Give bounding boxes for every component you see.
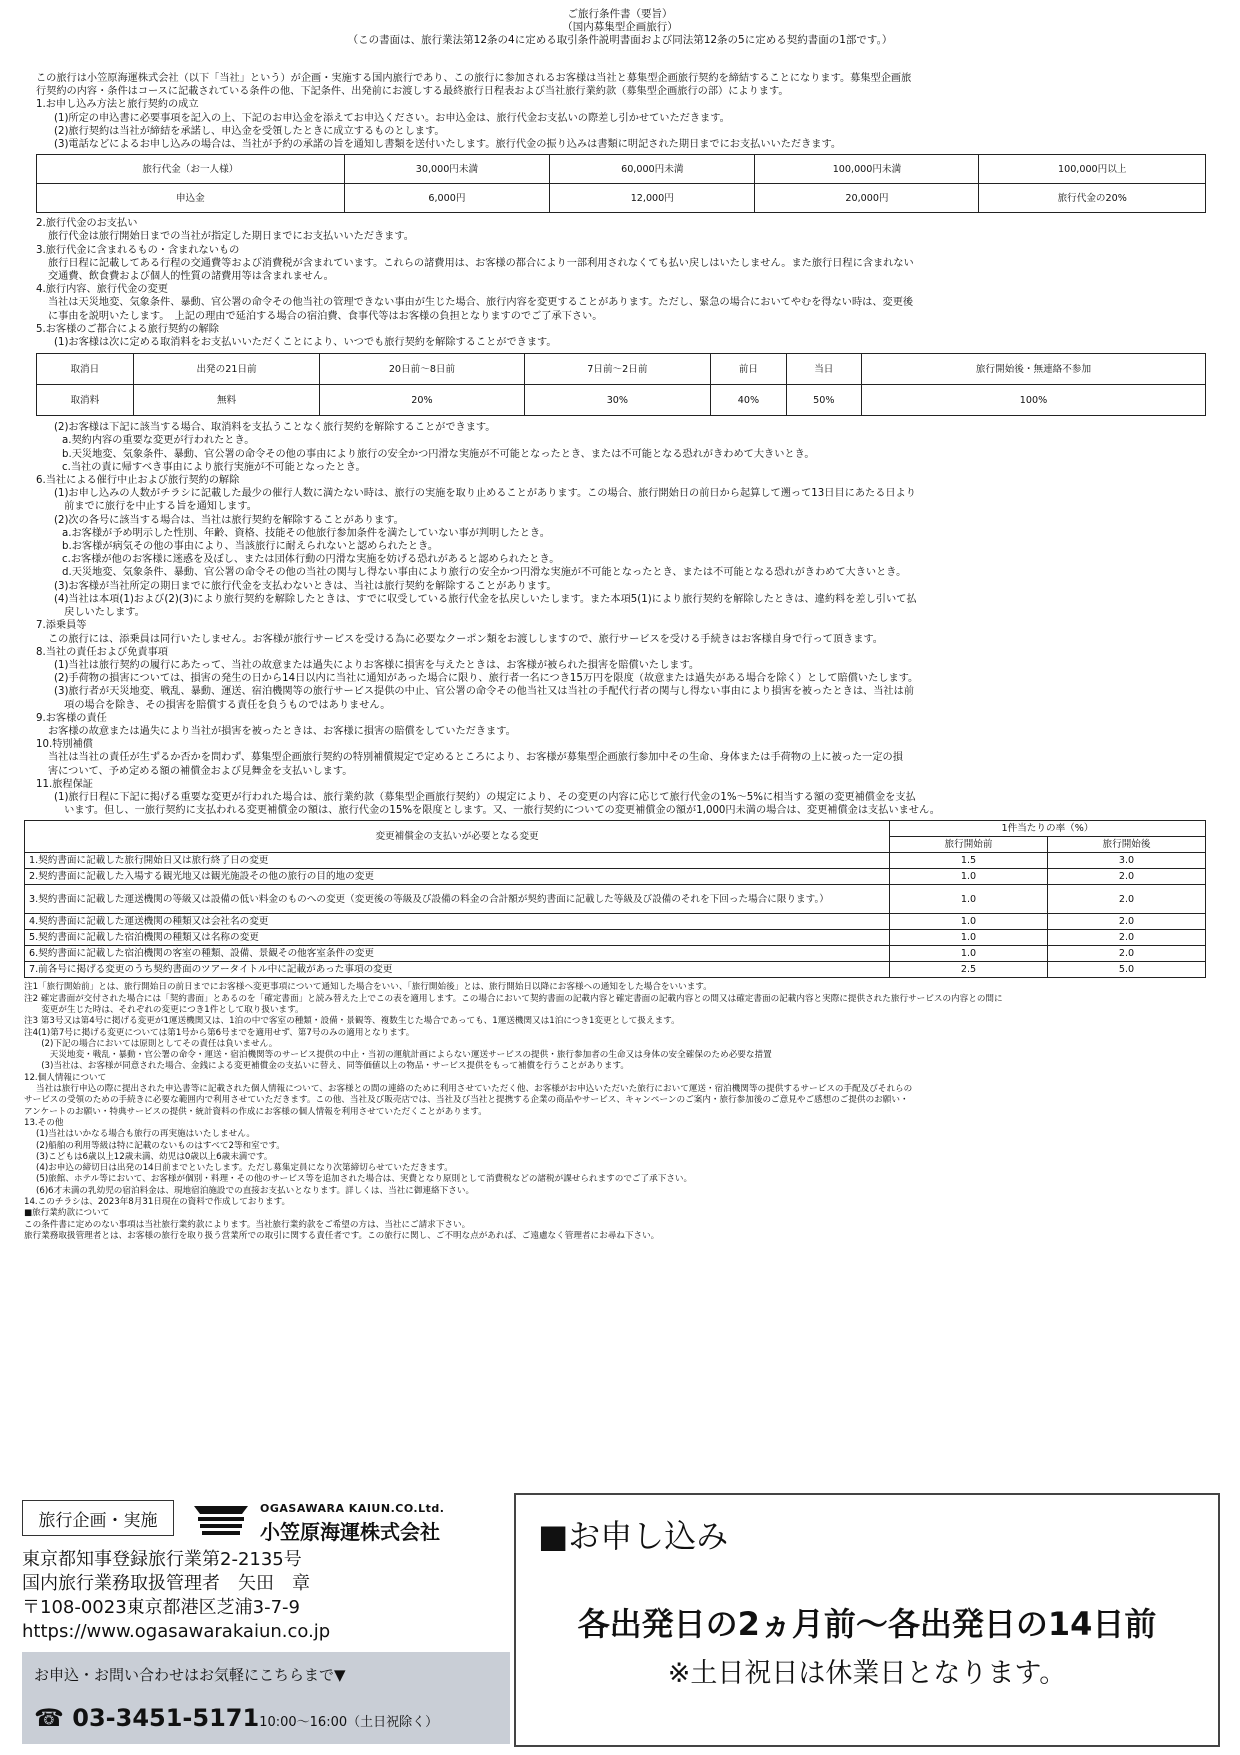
intro-line: この旅行は小笠原海運株式会社（以下「当社」という）が企画・実施する国内旅行であり、この旅行に参加されるお客様は当社と募集型企画旅行契約を締結することになります。募集型企画旅 <box>36 73 912 84</box>
section-item: 戻しいたします。 <box>54 607 145 619</box>
section-title: 3.旅行代金に含まれるもの・含まれないもの <box>36 244 240 256</box>
document-subtitle: （国内募集型企画旅行） <box>562 21 678 33</box>
section-title: 4.旅行内容、旅行代金の変更 <box>36 284 168 296</box>
table-cell: 1.5 <box>890 853 1048 869</box>
company-info <box>22 1500 510 1745</box>
section-item: 項の場合を除き、その損害を賠償する責任を負うものではありません。 <box>54 699 391 711</box>
section-body: この旅行には、添乗員は同行いたしません。お客様が旅行サービスを受ける為に必要なクーポン類をお渡ししますので、旅行サービスを受ける手続きはお客様自身で行って頂きます。 <box>48 633 883 645</box>
table-row <box>25 853 1206 869</box>
section-item: (5)旅館、ホテル等において、お客様が個別・料理・その他のサービス等を追加された場合は、実費となり原則として消費税などの諸税が課せられますのでご了承下さい。 <box>36 1174 693 1185</box>
section-body: 当社は天災地変、気象条件、暴動、官公署の命令その他当社の管理できない事由が生じた場合、旅行内容を変更することがあります。ただし、緊急の場合においてやむを得ない時は、変更後 <box>48 297 914 309</box>
section-title: 9.お客様の責任 <box>36 712 107 724</box>
table-header-cell: 30,000円未満 <box>344 155 549 184</box>
section-title: 12.個人情報について <box>24 1072 107 1083</box>
table-header-cell: 100,000円未満 <box>755 155 979 184</box>
section-item: (3)お客様が当社所定の期日までに旅行代金を支払わないときは、当社は旅行契約を解除することがあります。 <box>54 580 557 592</box>
table-header-cell: 100,000円以上 <box>979 155 1206 184</box>
business-hours: 10:00～16:00（土日祝除く） <box>259 1715 439 1730</box>
table-header-cell: 7日前～2日前 <box>524 354 711 385</box>
contact-box <box>22 1652 510 1744</box>
document-header <box>0 8 1240 47</box>
section-body: に事由を説明いたします。 上記の理由で延泊する場合の宿泊費、食事代等はお客様の負担となりますのでご了承下さい。 <box>48 310 603 322</box>
section-item: (1)所定の申込書に必要事項を記入の上、下記のお申込金を添えてお申込ください。お申込金は、旅行代金お支払いの際差し引かせていただきます。 <box>54 112 730 124</box>
application-period: 各出発日の2ヵ月前～各出発日の14日前 <box>577 1605 1157 1643</box>
section-item: (2)お客様は下記に該当する場合、取消料を支払うことなく旅行契約を解除することができます。 <box>54 422 496 434</box>
section-body: 旅行日程に記載してある行程の交通費等および消費税が含まれています。これらの諸費用は、お客様の都合により一部利用されなくても払い戻しはいたしません。また旅行日程に含まれない <box>48 257 914 269</box>
closing-line: ■旅行業約款について <box>24 1208 110 1219</box>
section-body: 交通費、飲食費および個人的性質の諸費用等は含まれません。 <box>48 271 334 283</box>
table-cell: 取消料 <box>37 385 134 416</box>
note-line: 注4(1)第7号に掲げる変更については第1号から第6号までを適用せず、第7号のみの適用となります。 <box>24 1027 415 1038</box>
section-item: b.天災地変、気象条件、暴動、官公署の命令その他の事由により旅行の安全かつ円滑な実施が不可能となったとき、または不可能となる恐れがきわめて大きいとき。 <box>62 448 815 460</box>
company-name-ja: 小笠原海運株式会社 <box>260 1520 440 1544</box>
table-cell: 1.0 <box>890 869 1048 885</box>
table-header-cell: 20日前～8日前 <box>320 354 524 385</box>
compensation-table <box>24 820 1206 978</box>
table-cell: 無料 <box>133 385 320 416</box>
section-body: アンケートのお願い・特典サービスの提供・統計資料の作成にお客様の個人情報を利用させていただくことがあります。 <box>24 1106 487 1117</box>
table-cell: 2.0 <box>1048 885 1206 914</box>
phone-number[interactable]: 03-3451-5171 <box>72 1704 260 1732</box>
travel-manager: 国内旅行業務取扱管理者 矢田 章 <box>22 1573 310 1594</box>
section-title: 2.旅行代金のお支払い <box>36 218 138 230</box>
section-item: d.天災地変、気象条件、暴動、官公署の命令その他の当社の関与し得ない事由により旅行の安全かつ円滑な実施が不可能となったとき、または不可能となる恐れがきわめて大きいとき。 <box>62 567 907 579</box>
table-cell: 2.5 <box>890 962 1048 978</box>
company-address: 〒108-0023東京都港区芝浦3-7-9 <box>22 1597 301 1618</box>
table-cell: 12,000円 <box>550 184 755 213</box>
table-cell: 1.0 <box>890 946 1048 962</box>
table-row <box>25 946 1206 962</box>
phone-icon: ☎ <box>34 1704 64 1732</box>
section-item: b.お客様が病気その他の事由により、当該旅行に耐えられないと認められたとき。 <box>62 541 439 553</box>
table-header-cell: 前日 <box>711 354 786 385</box>
section-item: (1)当社はいかなる場合も旅行の再実施はいたしません。 <box>36 1129 255 1140</box>
section-body: 旅行代金は旅行開始日までの当社が指定した期日までにお支払いいただきます。 <box>48 231 414 243</box>
table-header-cell: 60,000円未満 <box>550 155 755 184</box>
intro-line: 行契約の内容・条件はコースに記載されている条件の他、下記条件、出発前にお渡しする最終旅行日程表および当社旅行業約款（募集型企画旅行の部）によります。 <box>36 86 789 98</box>
section-item: (1)当社は旅行契約の履行にあたって、当社の故意または過失によりお客様に損害を与えたときは、お客様が被られた損害を賠償いたします。 <box>54 659 700 671</box>
section-title: 6.当社による催行中止および旅行契約の解除 <box>36 475 240 487</box>
table-header-cell: 旅行開始後 <box>1048 837 1206 853</box>
section-item: (4)お申込の締切日は出発の14日前までといたします。ただし募集定員になり次第締切らせていただきます。 <box>36 1163 453 1174</box>
section-title: 7.添乗員等 <box>36 620 87 632</box>
table-cell: 2.0 <box>1048 946 1206 962</box>
table-row <box>25 962 1206 978</box>
section-body: (1)お客様は次に定める取消料をお支払いいただくことにより、いつでも旅行契約を解除することができます。 <box>54 337 557 349</box>
section-item: a.契約内容の重要な変更が行われたとき。 <box>62 435 255 447</box>
section-item: (2)手荷物の損害については、損害の発生の日から14日以内に当社に通知があった場合に限り、旅行者一名につき15万円を限度（故意または過失がある場合を除く）として賠償いたします。 <box>54 673 919 685</box>
table-cell: 100% <box>861 385 1205 416</box>
table-header-cell: 変更補償金の支払いが必要となる変更 <box>25 821 890 853</box>
section-item: います。但し、一旅行契約に支払われる変更補償金の額は、旅行代金の15%を限度とします。又、一旅行契約についての変更補償金の額が1,000円未満の場合は、変更補償金は支払いません。 <box>54 805 940 817</box>
document-title: ご旅行条件書（要旨） <box>567 8 673 20</box>
section-title: 1.お申し込み方法と旅行契約の成立 <box>36 99 199 111</box>
table-cell: 6.契約書面に記載した宿泊機関の客室の種類、設備、景観その他客室条件の変更 <box>25 946 890 962</box>
table-cell: 7.前各号に掲げる変更のうち契約書面のツアータイトル中に記載があった事項の変更 <box>25 962 890 978</box>
section-body: 害について、予め定める額の補償金および見舞金を支払いします。 <box>48 765 353 777</box>
section-title: 11.旅程保証 <box>36 778 93 790</box>
table-cell: 3.契約書面に記載した運送機関の等級又は設備の低い料金のものへの変更（変更後の等級及び設備の料金の合計額が契約書面に記載した等級及び設備のそれを下回った場合に限ります。） <box>25 885 890 914</box>
deposit-table <box>36 154 1206 213</box>
table-cell: 5.0 <box>1048 962 1206 978</box>
table-header-cell: 旅行開始後・無連絡不参加 <box>861 354 1205 385</box>
ship-wave-logo-icon <box>192 1502 250 1540</box>
table-cell: 20% <box>320 385 524 416</box>
table-cell: 50% <box>786 385 861 416</box>
section-item: (3)こどもは6歳以上12歳未満、幼児は0歳以上6歳未満です。 <box>36 1151 273 1162</box>
section-title: 13.その他 <box>24 1117 64 1128</box>
table-cell: 1.0 <box>890 914 1048 930</box>
section-item: a.お客様が予め明示した性別、年齢、資格、技能その他旅行参加条件を満たしていない事が判明したとき。 <box>62 527 550 539</box>
note-line: 注3 第3号又は第4号に掲げる変更が1運送機関又は、1泊の中で客室の種類・設備・景観等、複数生じた場合であっても、1運送機関又は1泊につき1変更として扱えます。 <box>24 1016 680 1027</box>
table-cell: 30% <box>524 385 711 416</box>
table-cell: 4.契約書面に記載した運送機関の種類又は会社名の変更 <box>25 914 890 930</box>
section-title: 5.お客様のご都合による旅行契約の解除 <box>36 323 219 335</box>
table-header-cell: 当日 <box>786 354 861 385</box>
table-row <box>25 930 1206 946</box>
table-row <box>25 914 1206 930</box>
section-item: (2)旅行契約は当社が締結を承諾し、申込金を受領したときに成立するものとします。 <box>54 125 445 137</box>
closing-line: 旅行業務取扱管理者とは、お客様の旅行を取り扱う営業所での取引に関する責任者です。この旅行に関し、ご不明な点があれば、ご遠慮なく管理者にお尋ね下さい。 <box>24 1230 660 1241</box>
table-header-cell: 旅行開始前 <box>890 837 1048 853</box>
section-title: 8.当社の責任および免責事項 <box>36 646 168 658</box>
table-row <box>25 885 1206 914</box>
company-details <box>22 1548 330 1644</box>
table-cell: 申込金 <box>37 184 345 213</box>
document-note: （この書面は、旅行業法第12条の4に定める取引条件説明書面および同法第12条の5に定める契約書面の1部です。） <box>347 34 893 46</box>
section-item: (3)電話などによるお申し込みの場合は、当社が予約の承諾の旨を通知し書類を送付いたします。旅行代金の振り込みは書類に明記された期日までにお支払いいただきます。 <box>54 139 842 151</box>
application-period-box <box>514 1493 1220 1747</box>
closing-line: この条件書に定めのない事項は当社旅行業約款によります。当社旅行業約款をご希望の方は、当社にご請求下さい。 <box>24 1219 471 1230</box>
section-body: お客様の故意または過失により当社が損害を被ったときは、お客様に損害の賠償をしていただきます。 <box>48 725 516 737</box>
contact-lead: お申込・お問い合わせはお気軽にこちらまで▼ <box>34 1666 346 1684</box>
section-body: サービスの受領のための手続きに必要な範囲内で利用させていただきます。この他、当社及び販売店では、当社及び当社と提携する企業の商品やサービス、キャンペーンのご案内・旅行参加後のご意見やご感想のご提供のお願い・ <box>24 1095 909 1106</box>
company-url[interactable]: https://www.ogasawarakaiun.co.jp <box>22 1621 331 1642</box>
note-line: (3)当社は、お客様が同意された場合、金銭による変更補償金の支払いに替え、同等価値以上の物品・サービス提供をもって補償を行うことがあります。 <box>24 1061 629 1072</box>
section-title: 14.このチラシは、2023年8月31日現在の資料で作成しております。 <box>24 1196 291 1207</box>
section-item: (4)当社は本項(1)および(2)(3)により旅行契約を解除したときは、すでに収受している旅行代金を払戻しいたします。また本項5(1)により旅行契約を解除したときは、違約料を差し引いて払 <box>54 593 917 605</box>
section-item: (2)次の各号に該当する場合は、当社は旅行契約を解除することがあります。 <box>54 514 404 526</box>
section-item: c.お客様が他のお客様に迷惑を及ぼし、または団体行動の円滑な実施を妨げる恐れがあると認められたとき。 <box>62 554 560 566</box>
note-line: 注1「旅行開始前」とは、旅行開始日の前日までにお客様へ変更事項について通知した場合をいい、「旅行開始後」とは、旅行開始日以降にお客様への通知をした場合をいいます。 <box>24 982 712 993</box>
section-title: 10.特別補償 <box>36 739 93 751</box>
plan-label: 旅行企画・実施 <box>22 1500 174 1536</box>
company-name-en: OGASAWARA KAIUN.CO.Ltd. <box>260 1502 445 1515</box>
table-cell: 20,000円 <box>755 184 979 213</box>
table-cell: 2.0 <box>1048 869 1206 885</box>
section-item: (6)6才未満の乳幼児の宿泊料金は、現地宿泊施設での直接お支払いとなります。詳しくは、当社に御連絡下さい。 <box>36 1185 475 1196</box>
table-cell: 2.0 <box>1048 930 1206 946</box>
application-title: ■お申し込み <box>538 1517 729 1555</box>
table-cell: 2.契約書面に記載した入場する観光地又は観光施設その他の旅行の目的地の変更 <box>25 869 890 885</box>
table-cell: 1.0 <box>890 885 1048 914</box>
table-cell: 2.0 <box>1048 914 1206 930</box>
section-item: c.当社の責に帰すべき事由により旅行実施が不可能となったとき。 <box>62 461 366 473</box>
table-cell: 1.0 <box>890 930 1048 946</box>
section-item: (1)旅行日程に下記に掲げる重要な変更が行われた場合は、旅行業約款（募集型企画旅行契約）の規定により、その変更の内容に応じて旅行代金の1%～5%に相当する額の変更補償金を支払 <box>54 791 916 803</box>
table-row <box>25 869 1206 885</box>
section-body: 当社は旅行申込の際に提出された申込書等に記載された個人情報について、お客様との間の連絡のために利用させていただく他、お客様がお申込いただいた旅行において運送・宿泊機関等の提供するサービスの手配及びそれらの <box>36 1084 913 1095</box>
section-item: (2)船舶の利用等級は特に記載のないものはすべて2等和室です。 <box>36 1140 285 1151</box>
table-cell: 40% <box>711 385 786 416</box>
note-line: 天災地変・戦乱・暴動・官公署の命令・運送・宿泊機関等のサービス提供の中止・当初の運航計画によらない運送サービスの提供・旅行参加者の生命又は身体の安全確保のため必要な措置 <box>24 1050 772 1061</box>
section-item: (1)お申し込みの人数がチラシに記載した最少の催行人数に満たない時は、旅行の実施を取り止めることがあります。この場合、旅行開始日の前日から起算して遡って13日目にあたる日より <box>54 488 916 500</box>
notes-block <box>24 982 1206 1242</box>
note-line: (2)下記の場合においては原則としてその責任は負いません。 <box>24 1038 278 1049</box>
cancellation-fee-table <box>36 353 1206 416</box>
section-body: 当社は当社の責任が生ずるか否かを問わず、募集型企画旅行契約の特別補償規定で定めるところにより、お客様が募集型企画旅行参加中その生命、身体または手荷物の上に被った一定の損 <box>48 752 903 764</box>
table-header-cell: 1件当たりの率（%） <box>890 821 1206 837</box>
holiday-note: ※土日祝日は休業日となります。 <box>667 1658 1067 1689</box>
table-cell: 3.0 <box>1048 853 1206 869</box>
table-cell: 1.契約書面に記載した旅行開始日又は旅行終了日の変更 <box>25 853 890 869</box>
terms-body <box>24 72 1206 1242</box>
table-cell: 5.契約書面に記載した宿泊機関の種類又は名称の変更 <box>25 930 890 946</box>
table-cell: 旅行代金の20% <box>979 184 1206 213</box>
section-item: (3)旅行者が天災地変、戦乱、暴動、運送、宿泊機関等の旅行サービス提供の中止、官公署の命令その他当社又は当社の手配代行者の関与し得ない事由により損害を被ったときは、当社は前 <box>54 686 914 698</box>
section-item: 前までに旅行を中止する旨を通知します。 <box>54 501 257 513</box>
table-header-cell: 取消日 <box>37 354 134 385</box>
table-cell: 6,000円 <box>344 184 549 213</box>
note-line: 注2 確定書面が交付された場合には「契約書面」とあるのを「確定書面」と読み替えた上でこの表を適用します。この場合において契約書面の記載内容と確定書面の記載内容との間又は確定書面の記載内容と実際に提供された旅行サービスの内容との間に <box>24 993 1003 1004</box>
table-header-cell: 旅行代金（お一人様） <box>37 155 345 184</box>
company-logo <box>192 1502 492 1542</box>
table-header-cell: 出発の21日前 <box>133 354 320 385</box>
note-line: 変更が生じた時は、それぞれの変更につき1件として取り扱います。 <box>24 1004 304 1015</box>
contact-phone-line <box>34 1704 438 1732</box>
registration-number: 東京都知事登録旅行業第2-2135号 <box>22 1549 302 1570</box>
